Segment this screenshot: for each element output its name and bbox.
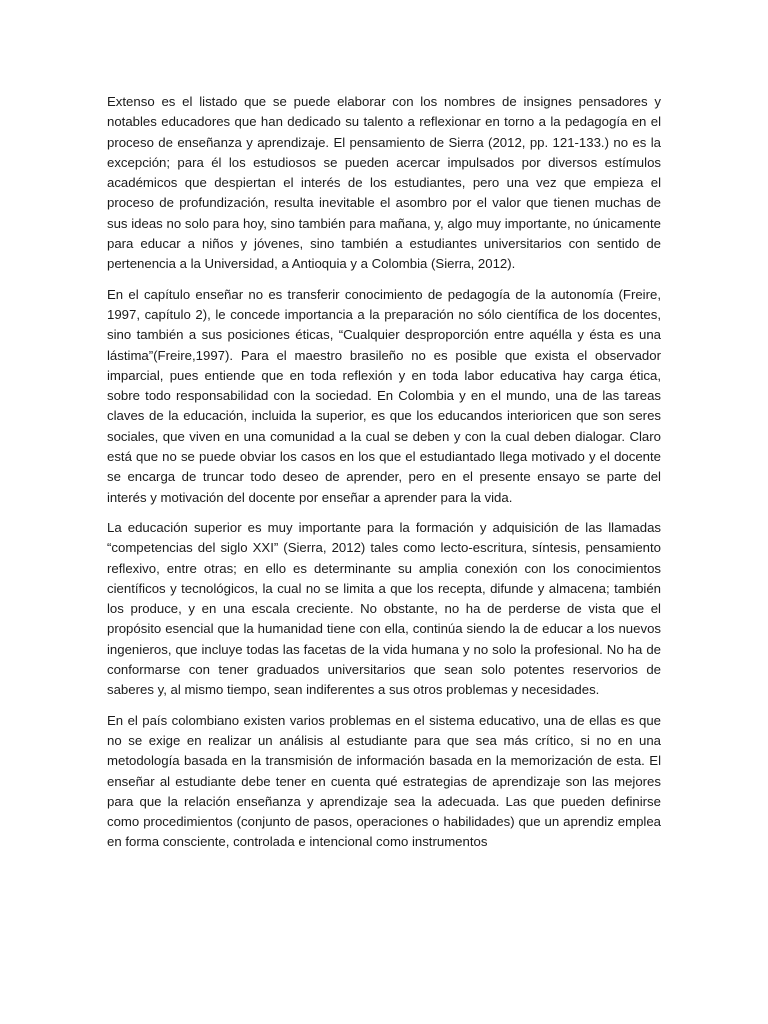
paragraph-4: En el país colombiano existen varios problemas en el sistema educativo, una de ellas es que no se exige en realizar un análisis al estudiante para que sea más crítico, si no en una metodología basada en la transmisión de información basada en la memorización de esta. El enseñar al estudiante debe tener en cuenta qué estrategias de aprendizaje son las mejores para que la relación enseñanza y aprendizaje sea la adecuada. Las que pueden definirse como procedimientos (conjunto de pasos, operaciones o habilidades) que un aprendiz emplea en forma consciente, controlada e intencional como instrumentos [107, 712, 661, 850]
paragraph-2: En el capítulo enseñar no es transferir conocimiento de pedagogía de la autonomía (Freire, 1997, capítulo 2), le concede importancia a la preparación no sólo científica de los docentes, sino también a sus posiciones éticas, “Cualquier desproporción entre aquélla y ésta es una lástima”(Freire,1997). Para el maestro brasileño no es posible que exista el observador imparcial, pues entiende que en toda reflexión y en toda labor educativa hay carga ética, sobre todo responsabilidad con la sociedad. En Colombia y en el mundo, una de las tareas claves de la educación, incluida la superior, es que los educandos interioricen que son seres sociales, que viven en una comunidad a la cual se deben y con la cual deben dialogar. Claro está que no se puede obviar los casos en los que el estudiantado llega motivado y el docente se encarga de truncar todo deseo de aprender, pero en el presente ensayo se parte del interés y motivación del docente por enseñar a aprender para la vida. [107, 286, 661, 505]
paragraph-3: La educación superior es muy importante para la formación y adquisición de las llamadas “competencias del siglo XXI” (Sierra, 2012) tales como lecto-escritura, síntesis, pensamiento reflexivo, entre otras; en ello es determinante su amplia conexión con los conocimientos científicos y tecnológicos, la cual no se limita a que los recepta, difunde y almacena; también los produce, y en una escala creciente. No obstante, no ha de perderse de vista que el propósito esencial que la humanidad tiene con ella, continúa siendo la de educar a los nuevos ingenieros, que incluye todas las facetas de la vida humana y no solo la profesional. No ha de conformarse con tener graduados universitarios que sean solo potentes reservorios de saberes y, al mismo tiempo, sean indiferentes a sus otros problemas y necesidades. [107, 519, 661, 698]
paragraph-1: Extenso es el listado que se puede elaborar con los nombres de insignes pensadores y notables educadores que han dedicado su talento a reflexionar en torno a la pedagogía en el proceso de enseñanza y aprendizaje. El pensamiento de Sierra (2012, pp. 121-133.) no es la excepción; para él los estudiosos se pueden acercar impulsados por diversos estímulos académicos que despiertan el interés de los estudiantes, pero una vez que empieza el proceso de profundización, resulta inevitable el asombro por el valor que tienen muchas de sus ideas no solo para hoy, sino también para mañana, y, algo muy importante, no únicamente para educar a niños y jóvenes, sino también a estudiantes universitarios con sentido de pertenencia a la Universidad, a Antioquia y a Colombia (Sierra, 2012). [107, 94, 661, 272]
document-page [107, 92, 661, 863]
